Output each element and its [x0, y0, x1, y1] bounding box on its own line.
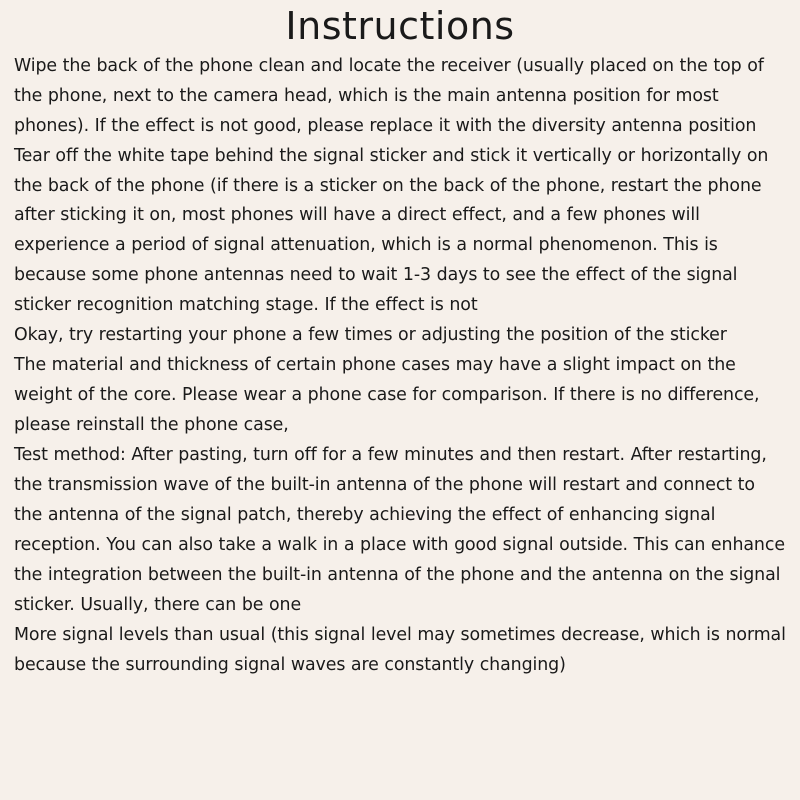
instruction-paragraph-6: More signal levels than usual (this signal level may sometimes decrease, which is normal because the surrounding signal waves are constantly changing) [14, 624, 786, 675]
instruction-paragraph-3: Okay, try restarting your phone a few times or adjusting the position of the sticker [14, 325, 727, 346]
instruction-paragraph-5: Test method: After pasting, turn off for a few minutes and then restart. After restarting, the transmission wave of the built-in antenna of the phone will restart and connect to the antenna of the signal patch, thereby achieving the effect of enhancing signal reception. You can also take a walk in a place with good signal outside. This can enhance the integration between the built-in antenna of the phone and the antenna on the signal sticker. Usually, there can be one [14, 444, 785, 615]
instruction-paragraph-4: The material and thickness of certain phone cases may have a slight impact on the weight of the core. Please wear a phone case for comparison. If there is no difference, please reinstall the phone case, [14, 355, 760, 436]
instruction-paragraph-1: Wipe the back of the phone clean and locate the receiver (usually placed on the top of the phone, next to the camera head, which is the main antenna position for most phones). If the effect is not good, please replace it with the diversity antenna position [14, 55, 764, 136]
instructions-body [14, 52, 786, 681]
page-title: Instructions [285, 4, 515, 48]
instruction-paragraph-2: Tear off the white tape behind the signal sticker and stick it vertically or horizontally on the back of the phone (if there is a sticker on the back of the phone, restart the phone after sticking it on, most phones will have a direct effect, and a few phones will experience a period of signal attenuation, which is a normal phenomenon. This is because some phone antennas need to wait 1-3 days to see the effect of the signal sticker recognition matching stage. If the effect is not [14, 145, 769, 316]
